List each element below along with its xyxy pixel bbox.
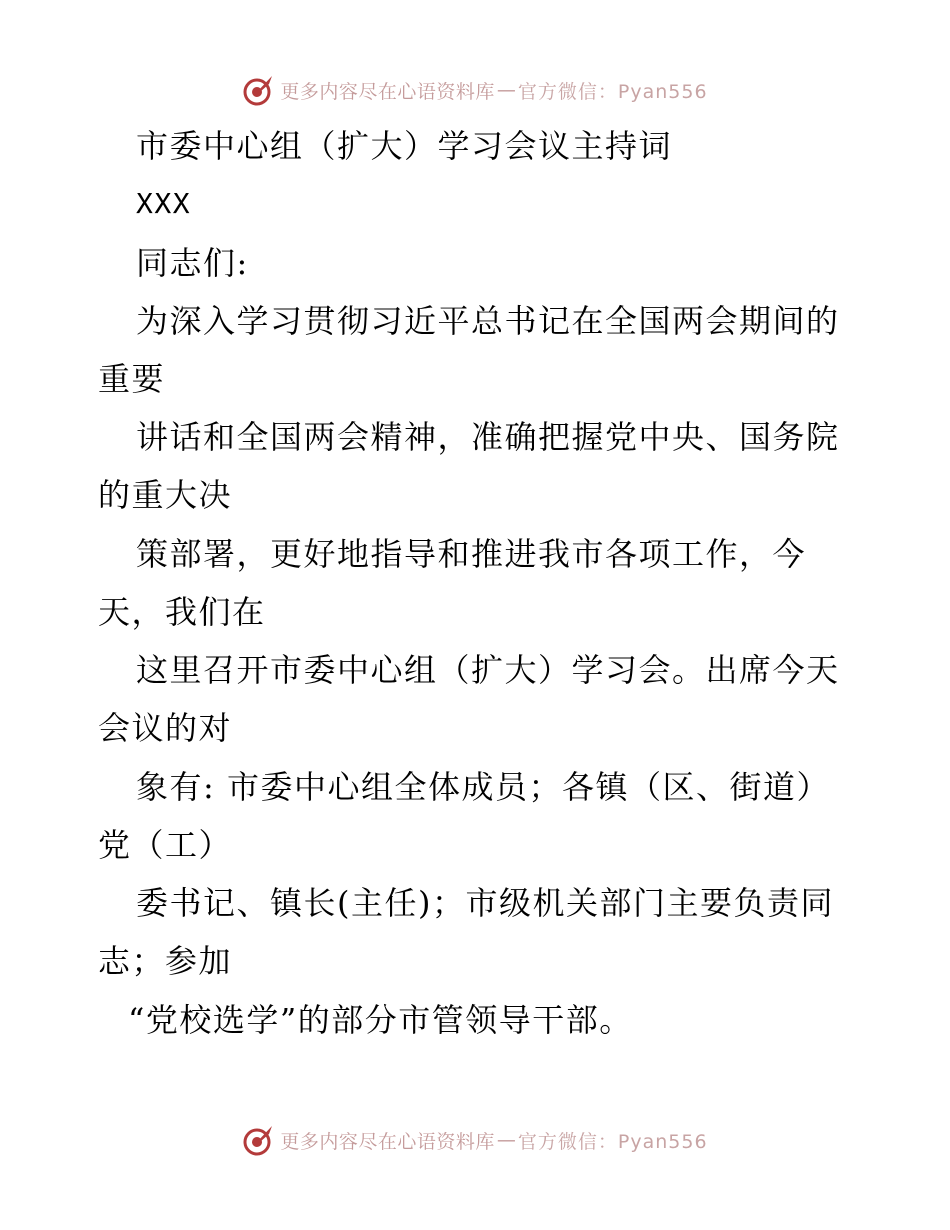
quill-logo-icon — [242, 73, 276, 107]
watermark-separator: — — [496, 79, 516, 101]
paragraph-line: 象有: 市委中心组全体成员；各镇（区、街道） — [136, 768, 830, 806]
watermark-wechat: 官方微信：Pyan556 — [517, 80, 708, 103]
watermark-text: 更多内容尽在心语资料库 — [280, 1130, 495, 1153]
paragraph-line: 的重大决 — [98, 476, 233, 514]
paragraph-line: 委书记、镇长(主任)；市级机关部门主要负责同 — [136, 884, 834, 922]
watermark-separator: — — [496, 1129, 516, 1151]
watermark-wechat: 官方微信：Pyan556 — [517, 1130, 708, 1153]
footer-watermark — [0, 1120, 950, 1160]
document-author: XXX — [136, 187, 192, 220]
paragraph-line: 会议的对 — [98, 709, 233, 747]
watermark-text: 更多内容尽在心语资料库 — [280, 80, 495, 103]
paragraph-line: “党校选学”的部分市管领导干部。 — [128, 1001, 633, 1039]
paragraph-line: 天，我们在 — [98, 593, 266, 631]
paragraph-line: 志；参加 — [98, 942, 233, 980]
paragraph-line: 讲话和全国两会精神，准确把握党中央、国务院 — [136, 418, 840, 456]
document-greeting: 同志们: — [136, 244, 249, 282]
header-watermark — [0, 70, 950, 110]
document-title: 市委中心组（扩大）学习会议主持词 — [136, 127, 673, 165]
quill-logo-icon — [242, 1123, 276, 1157]
paragraph-line: 党（工） — [98, 826, 233, 864]
paragraph-line: 重要 — [98, 360, 166, 398]
paragraph-line: 为深入学习贯彻习近平总书记在全国两会期间的 — [136, 302, 840, 340]
paragraph-line: 策部署，更好地指导和推进我市各项工作，今 — [136, 535, 807, 573]
paragraph-line: 这里召开市委中心组（扩大）学习会。出席今天 — [136, 651, 840, 689]
